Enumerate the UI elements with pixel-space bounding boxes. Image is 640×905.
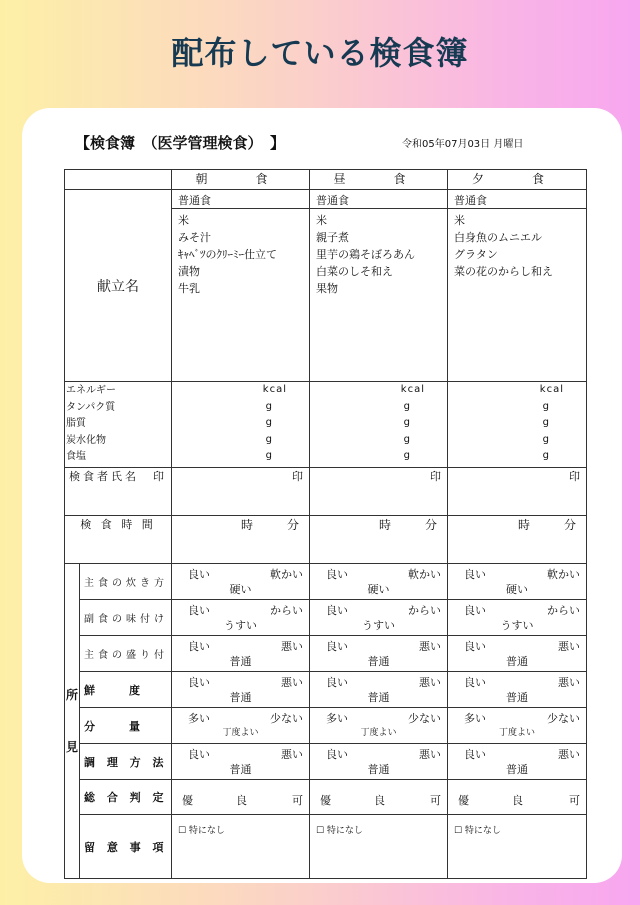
- lunch-nutrition: [310, 382, 448, 468]
- menu-item: 果物: [316, 282, 338, 295]
- breakfast-stamp[interactable]: 印: [172, 468, 310, 516]
- nutrient-label: 食塩: [66, 451, 86, 462]
- breakfast-menu: [172, 209, 309, 381]
- evaluation-row: [65, 564, 587, 600]
- evaluation-row: [65, 672, 587, 708]
- judgement-row: [65, 780, 587, 815]
- lunch-header: 昼 食: [310, 170, 448, 190]
- unit-kcal: kcal: [262, 384, 287, 395]
- judgement-label: 総 合 判 定: [80, 780, 172, 815]
- menu-item: 米: [178, 214, 189, 227]
- lunch-evaluation[interactable]: 良い からい うすい: [310, 600, 448, 636]
- lunch-evaluation[interactable]: 良い 軟かい 硬い: [310, 564, 448, 600]
- evaluation-row: [65, 708, 587, 744]
- breakfast-evaluation[interactable]: 良い 軟かい 硬い: [172, 564, 310, 600]
- document-date: 令和05年07月03日 月曜日: [402, 139, 524, 150]
- breakfast-nutrition: [172, 382, 310, 468]
- breakfast-evaluation[interactable]: 多い 少ない 丁度よい: [172, 708, 310, 744]
- breakfast-evaluation[interactable]: 良い 悪い 普通: [172, 636, 310, 672]
- dinner-menu: [448, 209, 586, 381]
- menu-item: 里芋の鶏そぼろあん: [316, 248, 415, 261]
- hour-label: 時: [378, 518, 391, 532]
- lunch-evaluation[interactable]: 良い 悪い 普通: [310, 744, 448, 780]
- breakfast-evaluation[interactable]: 良い 悪い 普通: [172, 672, 310, 708]
- menu-item: 牛乳: [178, 282, 200, 295]
- minute-label: 分: [286, 518, 299, 532]
- menu-item: 親子煮: [316, 231, 349, 244]
- lunch-notes-checkbox[interactable]: ☐ 特になし: [310, 815, 448, 879]
- lunch-time[interactable]: [310, 516, 448, 564]
- lunch-evaluation[interactable]: 良い 悪い 普通: [310, 636, 448, 672]
- menu-name-label: 献立名: [65, 190, 172, 382]
- evaluation-label: 副食の味付け: [80, 600, 172, 636]
- inspection-sheet: [64, 169, 587, 879]
- menu-item: 白菜のしそ和え: [316, 265, 393, 278]
- menu-item: みそ汁: [178, 231, 211, 244]
- time-label: 検 食 時 間: [65, 516, 172, 564]
- breakfast-notes-checkbox[interactable]: ☐ 特になし: [172, 815, 310, 879]
- nutrient-label: タンパク質: [66, 401, 116, 413]
- breakfast-evaluation[interactable]: 良い 悪い 普通: [172, 744, 310, 780]
- dinner-evaluation[interactable]: 良い 軟かい 硬い: [448, 564, 587, 600]
- unit-g: g: [265, 400, 273, 412]
- unit-g: g: [542, 400, 550, 412]
- document-heading: 【検食簿 （医学管理検食） 】: [75, 134, 286, 152]
- nutrient-labels: [65, 382, 172, 468]
- unit-g: g: [403, 417, 411, 428]
- lunch-judgement[interactable]: 優 良 可: [310, 780, 448, 815]
- unit-kcal: kcal: [539, 384, 564, 395]
- minute-label: 分: [424, 518, 437, 532]
- notes-row: [65, 815, 587, 879]
- dinner-judgement[interactable]: 優 良 可: [448, 780, 587, 815]
- unit-g: g: [542, 433, 550, 445]
- nutrition-row: [65, 382, 587, 468]
- breakfast-time[interactable]: [172, 516, 310, 564]
- menu-item: グラタン: [454, 248, 498, 261]
- dinner-type: 普通食: [448, 190, 586, 209]
- unit-g: g: [403, 400, 411, 412]
- evaluation-row: [65, 744, 587, 780]
- unit-g: g: [265, 433, 273, 445]
- breakfast-type: 普通食: [172, 190, 309, 209]
- lunch-stamp[interactable]: 印: [310, 468, 448, 516]
- nutrient-label: 炭水化物: [66, 434, 106, 446]
- evaluation-label: 鮮 度: [80, 672, 172, 708]
- nutrient-label: エネルギー: [66, 385, 116, 396]
- dinner-time[interactable]: [448, 516, 587, 564]
- dinner-notes-checkbox[interactable]: ☐ 特になし: [448, 815, 587, 879]
- unit-g: g: [265, 450, 273, 461]
- dinner-evaluation[interactable]: 多い 少ない 丁度よい: [448, 708, 587, 744]
- dinner-evaluation[interactable]: 良い 悪い 普通: [448, 744, 587, 780]
- inspector-row: [65, 468, 587, 516]
- lunch-type: 普通食: [310, 190, 447, 209]
- dinner-header: 夕 食: [448, 170, 587, 190]
- breakfast-header: 朝 食: [172, 170, 310, 190]
- breakfast-judgement[interactable]: 優 良 可: [172, 780, 310, 815]
- menu-item: 漬物: [178, 265, 200, 278]
- evaluation-label: 主食の盛り付: [80, 636, 172, 672]
- inspector-label: 検食者氏名 印: [65, 468, 172, 516]
- evaluation-row: [65, 600, 587, 636]
- unit-g: g: [403, 450, 411, 461]
- evaluation-label: 主食の炊き方: [80, 564, 172, 600]
- evaluation-label: 調 理 方 法: [80, 744, 172, 780]
- unit-g: g: [403, 433, 411, 445]
- dinner-evaluation[interactable]: 良い 悪い 普通: [448, 672, 587, 708]
- dinner-stamp[interactable]: 印: [448, 468, 587, 516]
- menu-item: 菜の花のからし和え: [454, 265, 553, 278]
- dinner-evaluation[interactable]: 良い 悪い 普通: [448, 636, 587, 672]
- unit-g: g: [542, 417, 550, 428]
- unit-g: g: [542, 450, 550, 461]
- menu-item: 米: [316, 214, 327, 227]
- evaluation-row: [65, 636, 587, 672]
- hour-label: 時: [240, 518, 253, 532]
- nutrient-label: 脂質: [66, 418, 86, 429]
- menu-row: [65, 190, 587, 382]
- lunch-evaluation[interactable]: 多い 少ない 丁度よい: [310, 708, 448, 744]
- dinner-nutrition: [448, 382, 587, 468]
- lunch-evaluation[interactable]: 良い 悪い 普通: [310, 672, 448, 708]
- hour-label: 時: [517, 518, 530, 532]
- dinner-evaluation[interactable]: 良い からい うすい: [448, 600, 587, 636]
- meal-header-row: [65, 170, 587, 190]
- notes-label: 留 意 事 項: [80, 815, 172, 879]
- unit-kcal: kcal: [400, 384, 425, 395]
- time-row: [65, 516, 587, 564]
- menu-item: 白身魚のムニエル: [454, 231, 542, 244]
- menu-item: 米: [454, 214, 465, 227]
- unit-g: g: [265, 417, 273, 428]
- minute-label: 分: [563, 518, 576, 532]
- menu-item: ｷｬﾍﾞﾂのｸﾘｰﾐｰ仕立て: [178, 248, 277, 261]
- findings-label: 所 見: [65, 564, 80, 879]
- page-title: 配布している検食簿: [171, 34, 469, 72]
- lunch-menu: [310, 209, 447, 381]
- breakfast-evaluation[interactable]: 良い からい うすい: [172, 600, 310, 636]
- evaluation-label: 分 量: [80, 708, 172, 744]
